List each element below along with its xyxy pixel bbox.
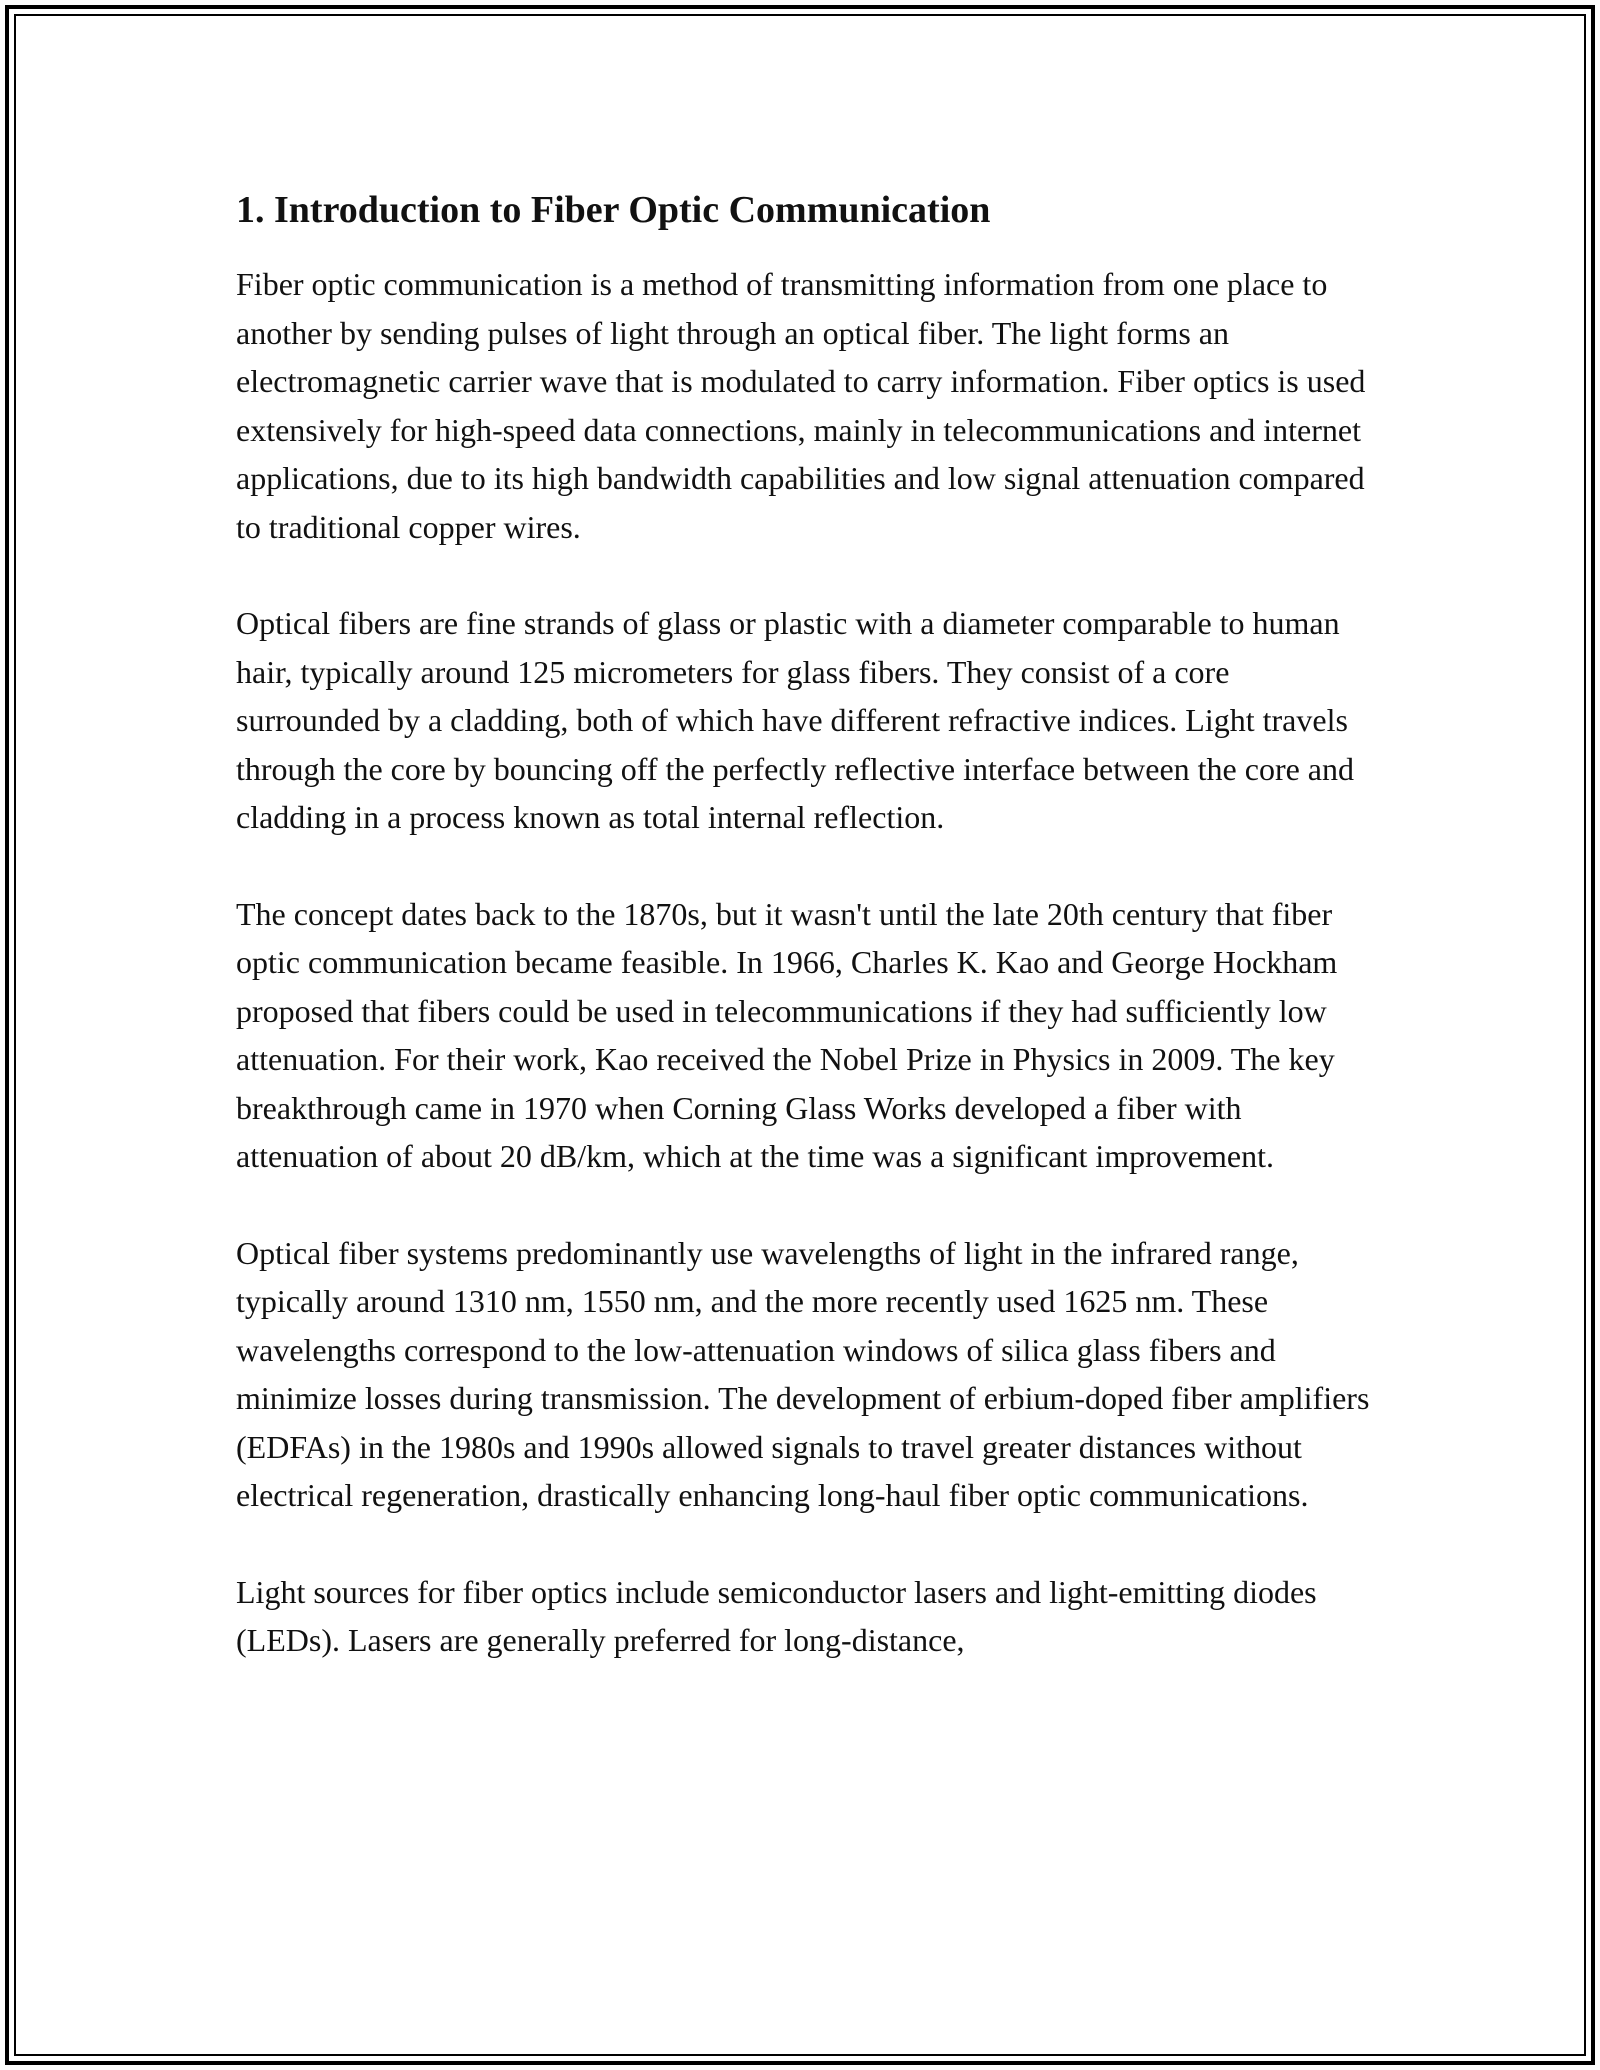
paragraph-history: The concept dates back to the 1870s, but it wasn't until the late 20th century that fiber optic communication became feasible. In 1966, Charles K. Kao and George Hockham proposed that fibers could be used in telecommunications if they had sufficiently low attenuation. For their work, Kao received the Nobel Prize in Physics in 2009. The key breakthrough came in 1970 when Corning Glass Works developed a fiber with attenuation of about 20 dB/km, which at the time was a significant improvement. xyxy=(236,895,1338,1174)
paragraph-introduction: Fiber optic communication is a method of transmitting information from one place to another by sending pulses of light through an optical fiber. The light forms an electromagnetic carrier wave that is modulated to carry information. Fiber optics is used extensively for high-speed data connections, mainly in telecommunications and internet applications, due to its high bandwidth capabilities and low signal attenuation compared to traditional copper wires. xyxy=(236,266,1366,545)
paragraph-wavelengths: Optical fiber systems predominantly use wavelengths of light in the infrared range, typically around 1310 nm, 1550 nm, and the more recently used 1625 nm. These wavelengths correspond to the low-attenuation windows of silica glass fibers and minimize losses during transmission. The development of erbium-doped fiber amplifiers (EDFAs) in the 1980s and 1990s allowed signals to travel greater distances without electrical regeneration, drastically enhancing long-haul fiber optic communications. xyxy=(236,1234,1370,1513)
paragraph-optical-fibers: Optical fibers are fine strands of glass or plastic with a diameter comparable to human hair, typically around 125 micrometers for glass fibers. They consist of a core surrounded by a cladding, both of which have different refractive indices. Light travels through the core by bouncing off the perfectly reflective interface between the core and cladding in a process known as total internal reflection. xyxy=(236,605,1354,835)
section-heading: 1. Introduction to Fiber Optic Communication xyxy=(236,189,991,231)
paragraph-light-sources: Light sources for fiber optics include semiconductor lasers and light-emitting diodes (LEDs). Lasers are generally preferred for long-distance, xyxy=(236,1573,1317,1658)
document-body xyxy=(236,186,1376,1713)
